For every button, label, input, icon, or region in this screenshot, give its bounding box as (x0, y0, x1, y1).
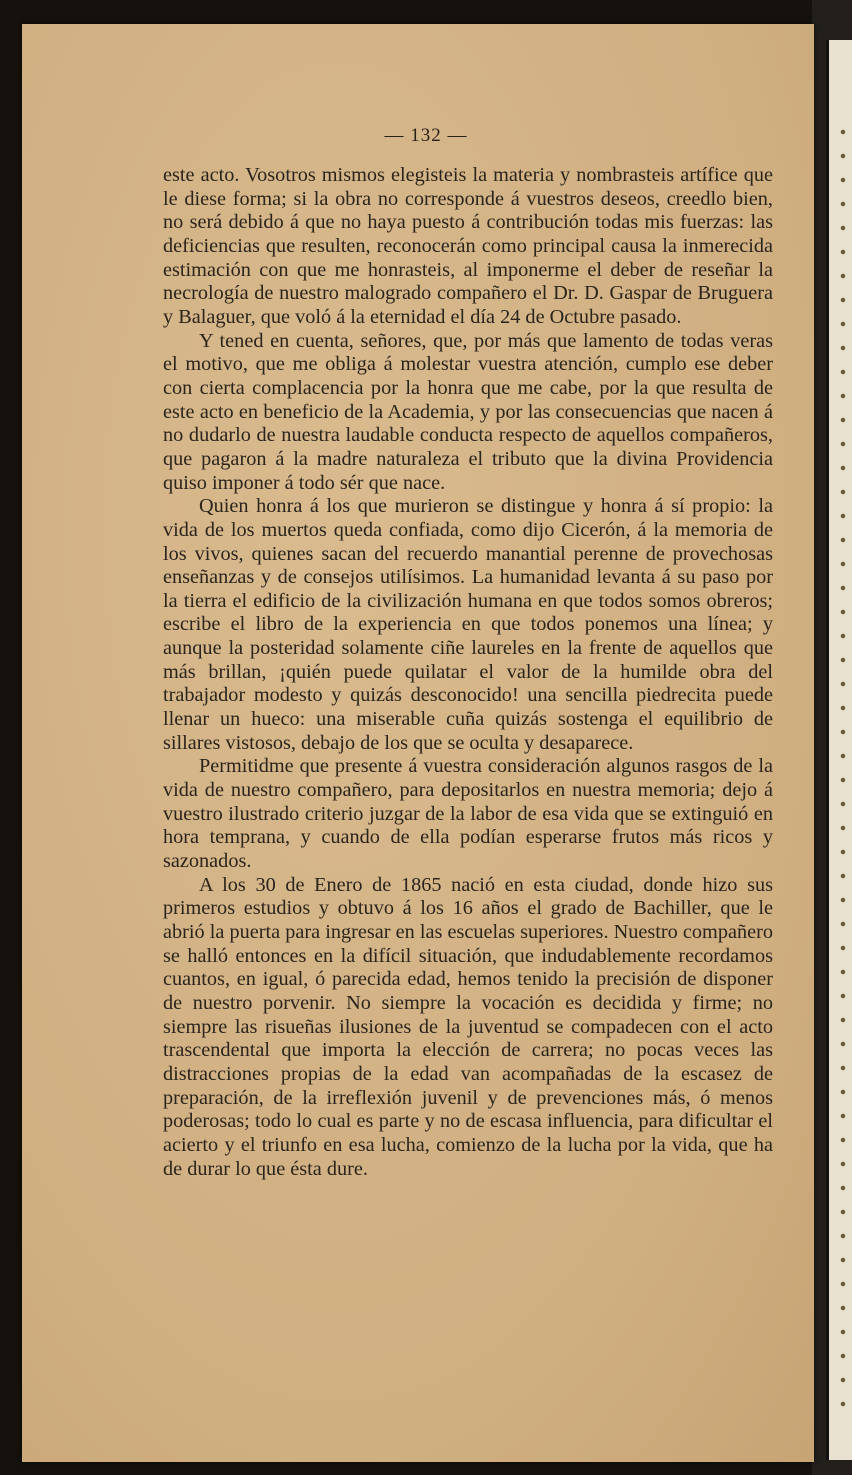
paragraph-5: A los 30 de Enero de 1865 nació en esta ciudad, donde hizo sus primeros estudios y obtuvo á los 16 años el grado de Bachiller, que le abrió la puerta para ingresar en las escuelas superiores. Nuestro compañero se halló entonces en la difícil situación, que indudablemente recordamos cuantos, en igual, ó parecida edad, hemos tenido la precisión de disponer de nuestro porvenir. No siempre la vocación es decidida y firme; no siempre las risueñas ilusiones de la juventud se compadecen con el acto trascendental que importa la elección de carrera; no pocas veces las distracciones propias de la edad van acompañadas de la escasez de preparación, de la irreflexión juvenil y de prevenciones más, ó menos poderosas; todo lo cual es parte y no de escasa influencia, para dificultar el acierto y el triunfo en esa lucha, comienzo de la lucha por la vida, que ha de durar lo que ésta dure. (163, 873, 773, 1180)
paragraph-4: Permitidme que presente á vuestra consideración algunos rasgos de la vida de nuestro compañero, para depositarlos en nuestra memoria; dejo á vuestro ilustrado criterio juzgar de la labor de esa vida que se extinguió en hora temprana, y cuando de ella podían esperarse frutos más ricos y sazonados. (163, 755, 773, 873)
paragraph-1: este acto. Vosotros mismos elegisteis la materia y nombrasteis artífice que le diese forma; si la obra no corresponde á vuestros deseos, creedlo bien, no será debido á que no haya puesto á contribución todas mis fuerzas: las deficiencias que resulten, reconocerán como principal causa la inmerecida estimación con que me honrasteis, al imponerme el deber de reseñar la necrología de nuestro malogrado compañero el Dr. D. Gaspar de Bruguera y Balaguer, que voló á la eternidad el día 24 de Octubre pasado. (163, 164, 773, 328)
binding-ornament (838, 120, 848, 1420)
body-text (163, 164, 773, 1181)
paragraph-2: Y tened en cuenta, señores, que, por más que lamento de todas veras el motivo, que me obliga á molestar vuestra atención, cumplo ese deber con cierta complacencia por la honra que me cabe, por la que resulta de este acto en beneficio de la Academia, y por las consecuencias que nacen á no dudarlo de nuestra laudable conducta respecto de aquellos compañeros, que pagaron á la madre naturaleza el tributo que la divina Providencia quiso imponer á todo sér que nace. (163, 329, 773, 494)
page-number-header: — 132 — (384, 125, 468, 146)
paragraph-3: Quien honra á los que murieron se distingue y honra á sí propio: la vida de los muertos queda confiada, como dijo Cicerón, á la memoria de los vivos, quienes sacan del recuerdo manantial perenne de provechosas enseñanzas y de consejos utilísimos. La humanidad levanta á su paso por la tierra el edificio de la civilización humana en que todos somos obreros; escribe el libro de la experiencia en que todos ponemos una línea; y aunque la posteridad solamente ciñe laureles en la frente de aquellos que más brillan, ¡quién puede quilatar el valor de la humilde obra del trabajador modesto y quizás desconocido! una sencilla piedrecita puede llenar un hueco: una miserable cuña quizás sostenga el equilibrio de sillares vistosos, debajo de los que se oculta y desaparece. (163, 495, 773, 754)
